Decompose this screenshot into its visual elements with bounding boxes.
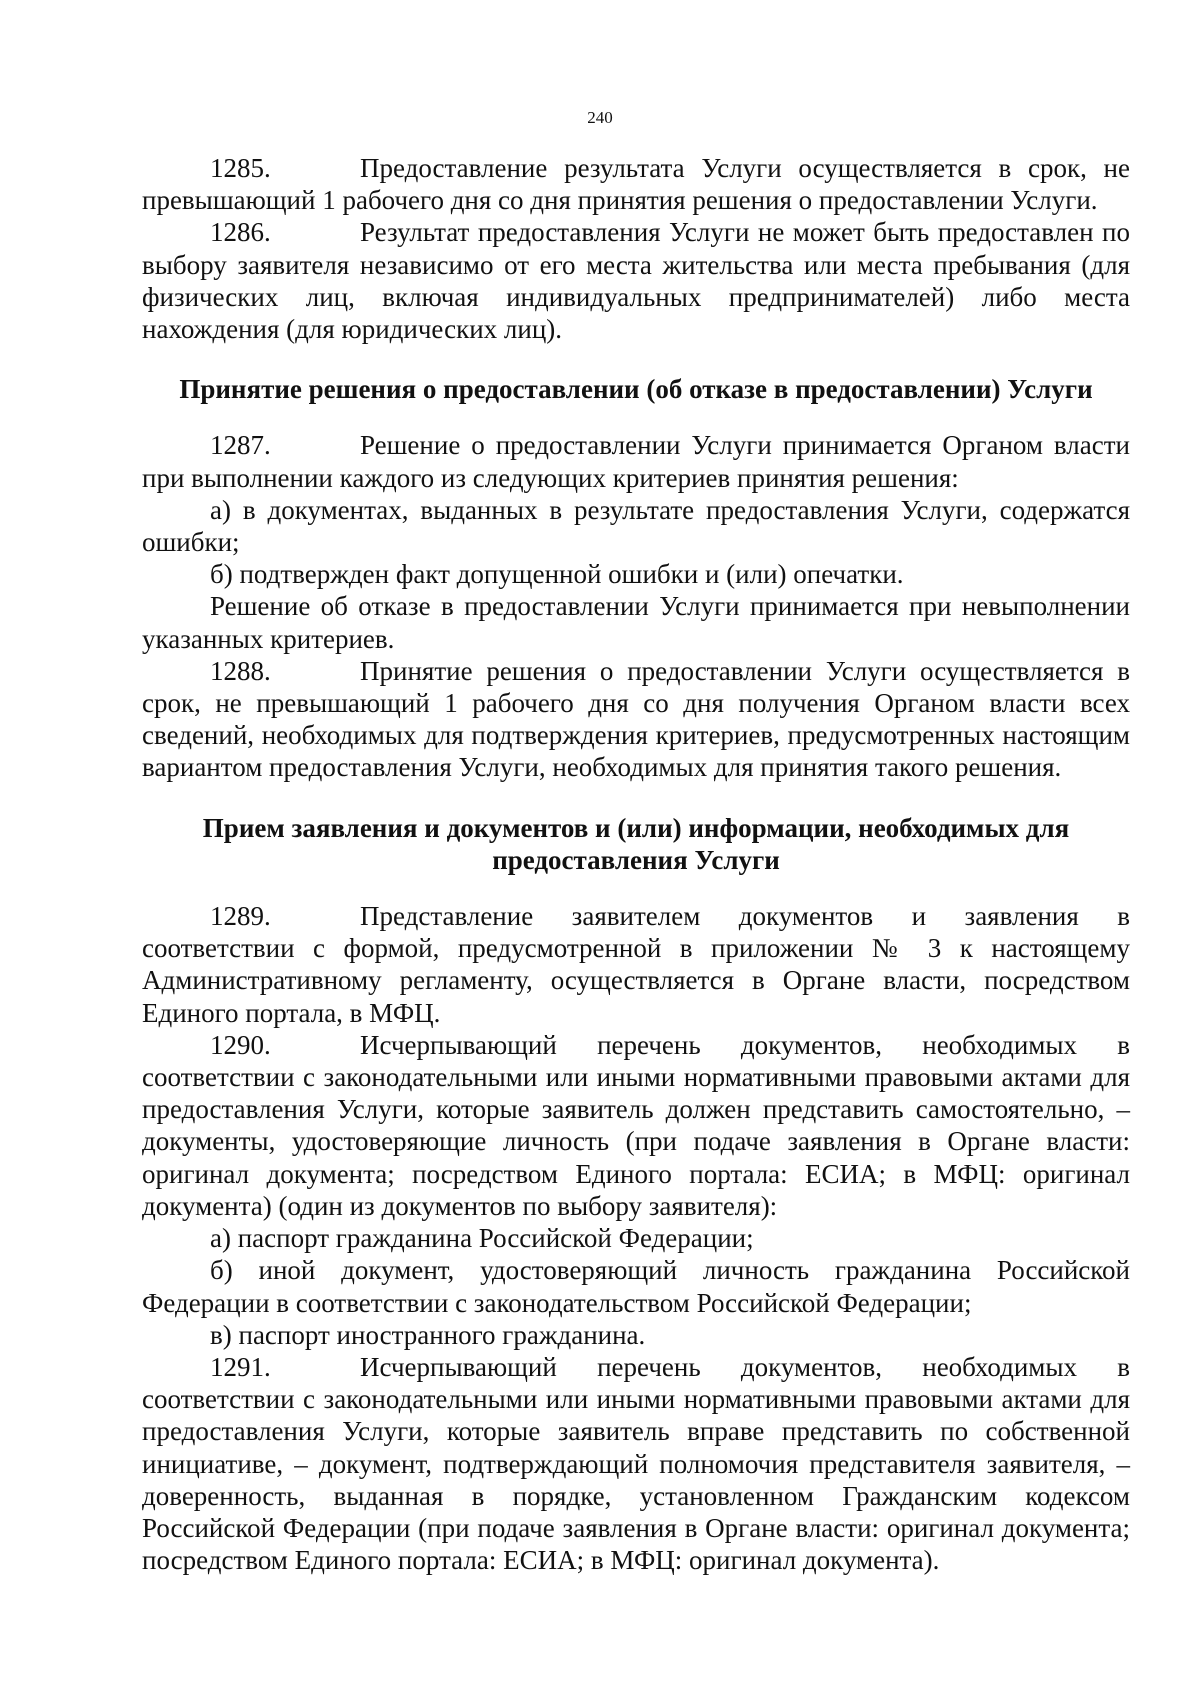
- item-number: 1286.: [210, 217, 271, 248]
- paragraph-refusal: Решение об отказе в предоставлении Услуги принимается при невыполнении указанных критериев.: [142, 591, 1130, 654]
- section-heading-reception: Прием заявления и документов и (или) информации, необходимых для предоставления Услуги: [202, 812, 1070, 875]
- paragraph-text: Результат предоставления Услуги не может быть предоставлен по выбору заявителя независимо от его места жительства или места пребывания (для физических лиц, включая индивидуальных предпринимателей) либо места нахождения (для юридических лиц).: [142, 217, 1130, 345]
- item-number: 1287.: [210, 430, 271, 461]
- paragraph-1285: [142, 152, 1130, 216]
- page-number: 240: [587, 108, 613, 127]
- paragraph-text: Исчерпывающий перечень документов, необходимых в соответствии с законодательными или иными нормативными правовыми актами для предоставления Услуги, которые заявитель должен представить самостоятельно, – документы, удостоверяющие личность (при подаче заявления в Органе власти: оригинал документа; посредством Единого портала: ЕСИА; в МФЦ: оригинал документа) (один из документов по выбору заявителя):: [142, 1029, 1130, 1221]
- paragraph-1287: [142, 429, 1130, 493]
- document-body: [142, 152, 1130, 1576]
- item-number: 1288.: [210, 655, 271, 686]
- paragraph-text: Представление заявителем документов и заявления в соответствии с формой, предусмотренной в приложении № 3 к настоящему Административному регламенту, осуществляется в Органе власти, посредством Единого портала, в МФЦ.: [142, 901, 1130, 1028]
- paragraph-1286: [142, 216, 1130, 345]
- paragraph-1289: [142, 900, 1130, 1029]
- item-number: 1289.: [210, 901, 271, 932]
- paragraph-text: Предоставление результата Услуги осуществляется в срок, не превышающий 1 рабочего дня со дня принятия решения о предоставлении Услуги.: [142, 153, 1130, 216]
- paragraph-text: Исчерпывающий перечень документов, необходимых в соответствии с законодательными или иными нормативными правовыми актами для предоставления Услуги, которые заявитель вправе представить по собственной инициативе, – документ, подтверждающий полномочия представителя заявителя, – доверенность, выданная в порядке, установленном Гражданским кодексом Российской Федерации (при подаче заявления в Органе власти: оригинал документа; посредством Единого портала: ЕСИА; в МФЦ: оригинал документа).: [142, 1351, 1130, 1576]
- paragraph-1291: [142, 1351, 1130, 1576]
- list-item-c: в) паспорт иностранного гражданина.: [210, 1319, 646, 1350]
- paragraph-1290: [142, 1029, 1130, 1222]
- paragraph-1288: [142, 655, 1130, 784]
- section-heading-decision: Принятие решения о предоставлении (об отказе в предоставлении) Услуги: [179, 374, 1093, 405]
- list-item-a: а) паспорт гражданина Российской Федерации;: [210, 1223, 754, 1254]
- paragraph-text: Принятие решения о предоставлении Услуги осуществляется в срок, не превышающий 1 рабочего дня со дня получения Органом власти всех сведений, необходимых для подтверждения критериев, предусмотренных настоящим вариантом предоставления Услуги, необходимых для принятия такого решения.: [142, 655, 1130, 783]
- item-number: 1291.: [210, 1351, 271, 1382]
- paragraph-text: Решение о предоставлении Услуги принимается Органом власти при выполнении каждого из следующих критериев принятия решения:: [142, 430, 1130, 493]
- item-number: 1290.: [210, 1029, 271, 1060]
- list-item-b: б) иной документ, удостоверяющий личность гражданина Российской Федерации в соответствии с законодательством Российской Федерации;: [142, 1255, 1130, 1318]
- list-item-a: а) в документах, выданных в результате предоставления Услуги, содержатся ошибки;: [142, 494, 1130, 558]
- item-number: 1285.: [210, 153, 271, 183]
- list-item-b: б) подтвержден факт допущенной ошибки и (или) опечатки.: [210, 559, 904, 590]
